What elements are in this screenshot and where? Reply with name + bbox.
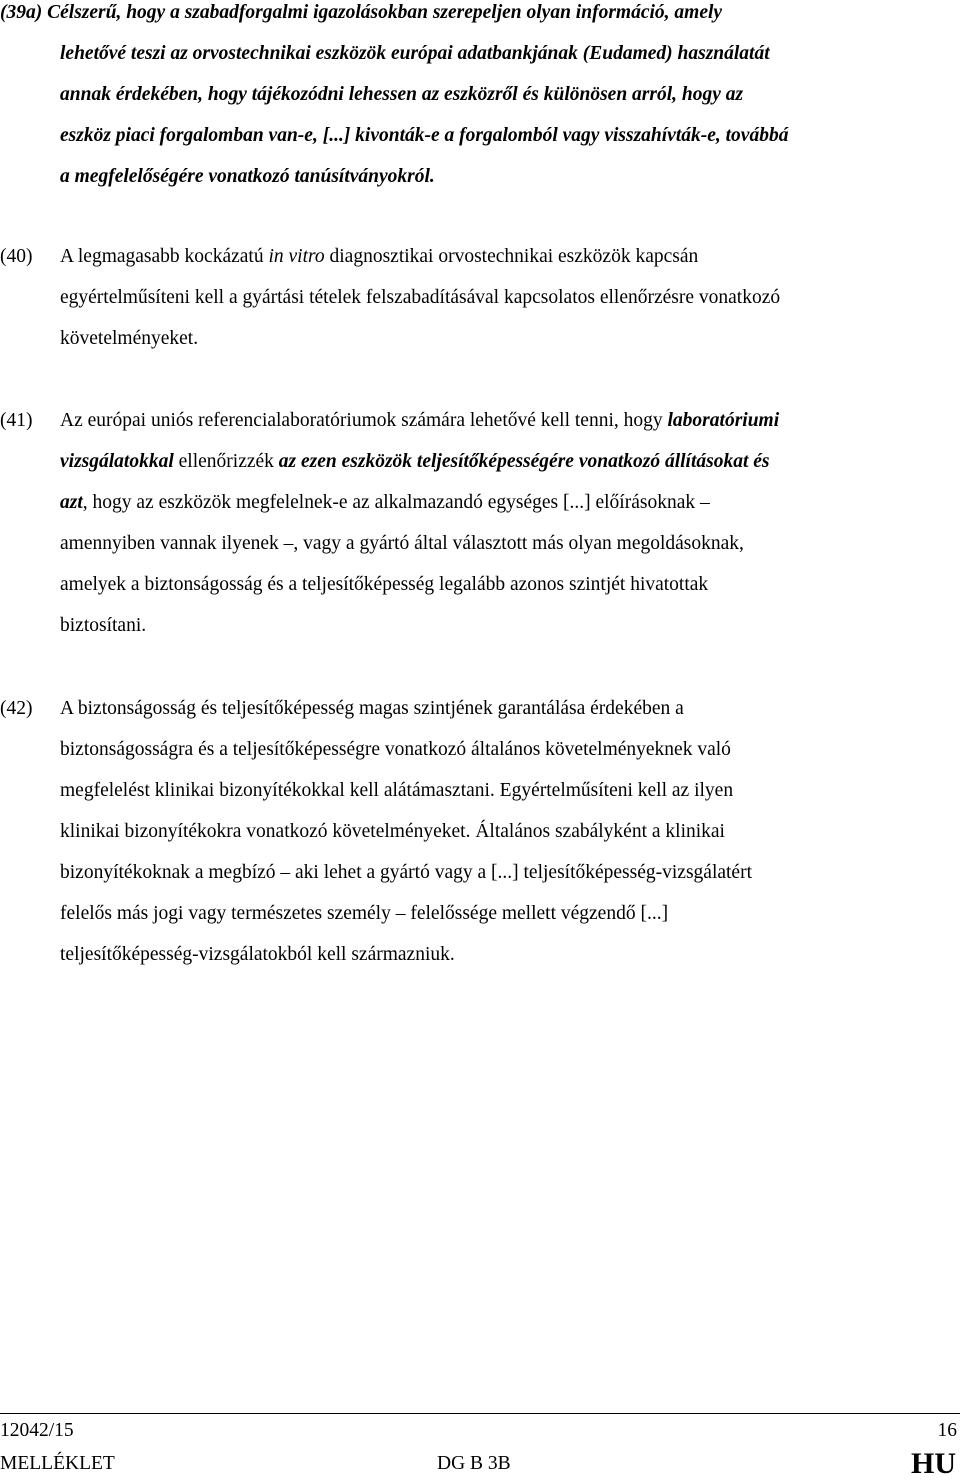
paragraph-39a bbox=[0, 0, 944, 197]
paragraph-line: (41) Az európai uniós referencialaboratóriumok számára lehetővé kell tenni, hogy laboratóriumi bbox=[0, 400, 944, 441]
paragraph-number: (42) bbox=[0, 698, 33, 719]
paragraph-line: (40) A legmagasabb kockázatú in vitro diagnosztikai orvostechnikai eszközök kapcsán bbox=[0, 236, 944, 277]
paragraph-line: annak érdekében, hogy tájékozódni lehessen az eszközről és különösen arról, hogy az bbox=[60, 84, 744, 105]
paragraph-line: biztosítani. bbox=[60, 615, 147, 636]
footer-doc-number: 12042/15 bbox=[0, 1420, 74, 1441]
paragraph-line: azt, hogy az eszközök megfelelnek-e az alkalmazandó egységes [...] előírásoknak – bbox=[60, 492, 710, 513]
paragraph-line: (39a) Célszerű, hogy a szabadforgalmi igazolásokban szerepeljen olyan információ, amely bbox=[0, 2, 723, 23]
paragraph-40 bbox=[0, 236, 944, 359]
paragraph-line: követelményeket. bbox=[60, 328, 199, 349]
paragraph-line: vizsgálatokkal ellenőrizzék az ezen eszközök teljesítőképességére vonatkozó állításokat és bbox=[60, 451, 770, 472]
paragraph-41 bbox=[0, 400, 944, 646]
paragraph-line: lehetővé teszi az orvostechnikai eszközök európai adatbankjának (Eudamed) használatát bbox=[60, 43, 770, 64]
paragraph-number: (40) bbox=[0, 246, 33, 267]
paragraph-line: megfelelést klinikai bizonyítékokkal kell alátámasztani. Egyértelműsíteni kell az ilyen bbox=[60, 780, 734, 801]
paragraph-line: egyértelműsíteni kell a gyártási tételek felszabadításával kapcsolatos ellenőrzésre vonatkozó bbox=[60, 287, 781, 308]
paragraph-line: felelős más jogi vagy természetes személy – felelőssége mellett végzendő [...] bbox=[60, 903, 669, 924]
footer-page-number: 16 bbox=[937, 1420, 957, 1441]
footer-dg-code: DG B 3B bbox=[437, 1453, 511, 1474]
paragraph-line: biztonságosságra és a teljesítőképességre vonatkozó általános követelményeknek való bbox=[60, 739, 731, 760]
paragraph-42 bbox=[0, 688, 944, 975]
paragraph-line: klinikai bizonyítékokra vonatkozó követelményeket. Általános szabályként a klinikai bbox=[60, 821, 725, 842]
paragraph-line: a megfelelőségére vonatkozó tanúsítványokról. bbox=[60, 166, 435, 187]
paragraph-number: (41) bbox=[0, 410, 33, 431]
paragraph-line: bizonyítékoknak a megbízó – aki lehet a gyártó vagy a [...] teljesítőképesség-vizsgálatért bbox=[60, 862, 753, 883]
footer-language-code: HU bbox=[911, 1447, 956, 1480]
footer-annex-label: MELLÉKLET bbox=[0, 1453, 115, 1474]
paragraph-line: teljesítőképesség-vizsgálatokból kell származniuk. bbox=[60, 944, 455, 965]
footer-divider bbox=[0, 1413, 960, 1414]
paragraph-line: amelyek a biztonságosság és a teljesítőképesség legalább azonos szintjét hivatottak bbox=[60, 574, 709, 595]
paragraph-line: eszköz piaci forgalomban van-e, [...] kivonták-e a forgalomból vagy visszahívták-e, továbbá bbox=[60, 125, 789, 146]
paragraph-line: amennyiben vannak ilyenek –, vagy a gyártó által választott más olyan megoldásoknak, bbox=[60, 533, 744, 554]
paragraph-line: (42) A biztonságosság és teljesítőképesség magas szintjének garantálása érdekében a bbox=[0, 688, 944, 729]
